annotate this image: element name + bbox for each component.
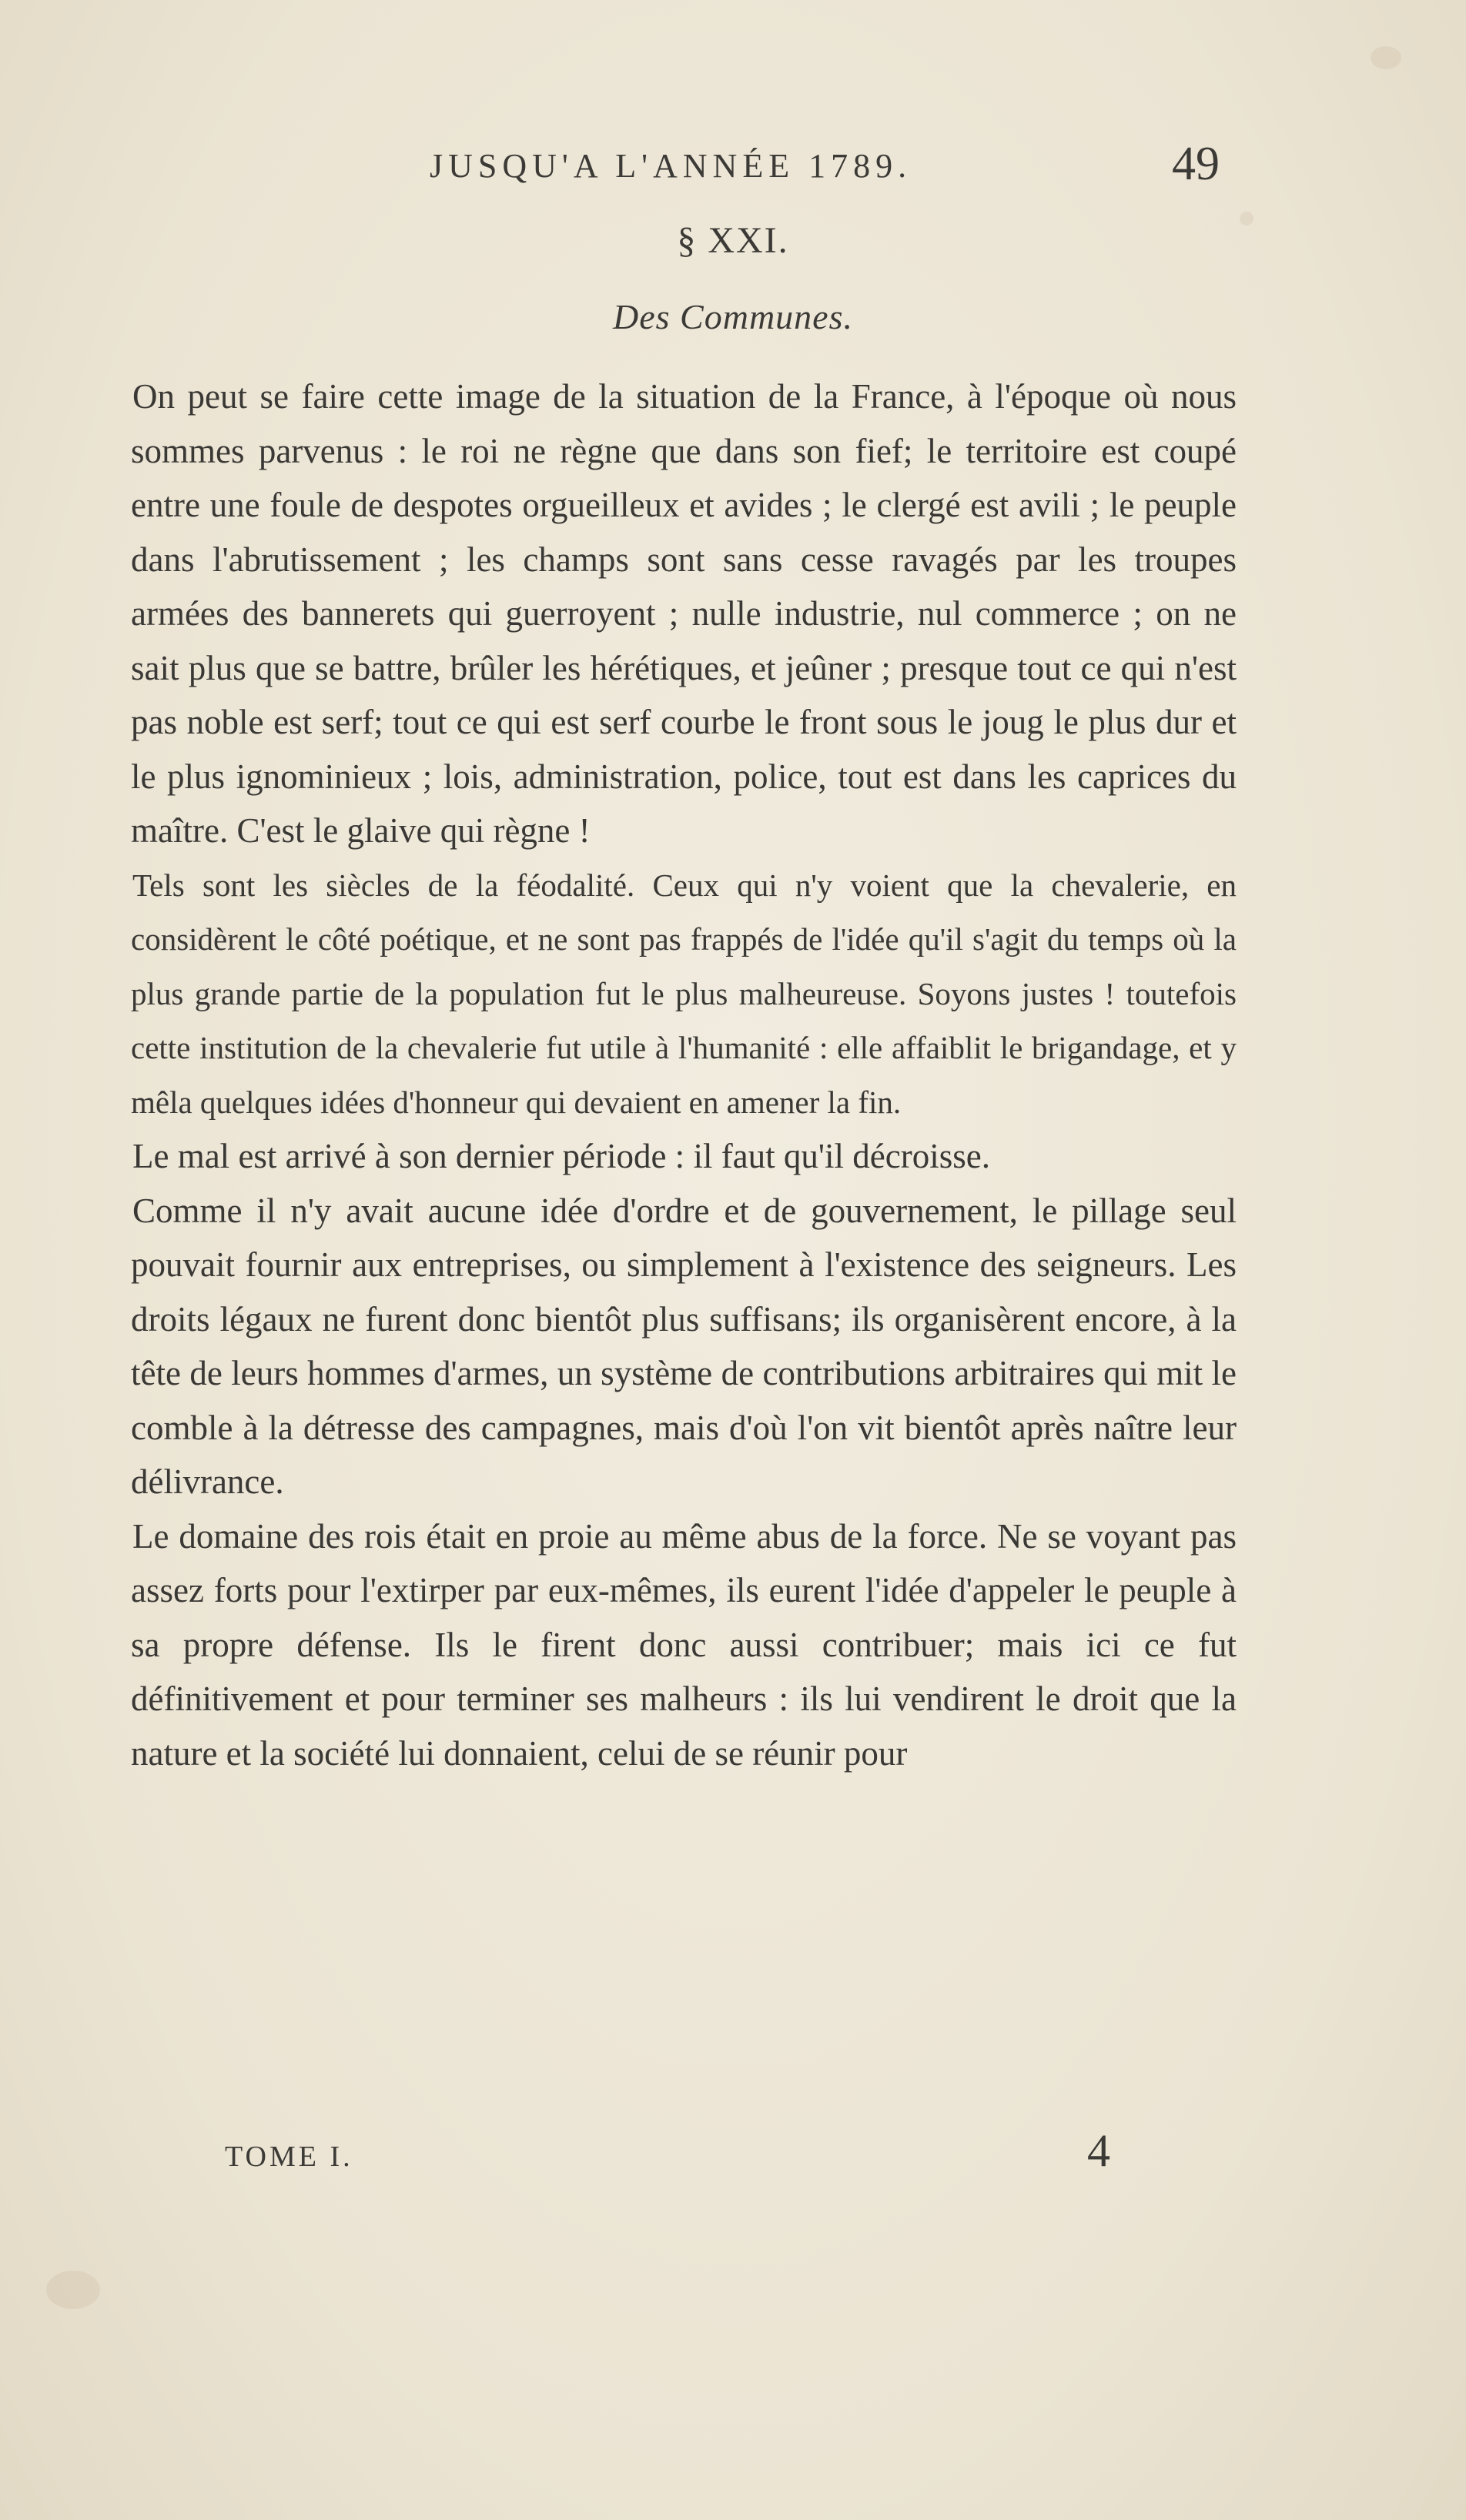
paper-stain xyxy=(1371,46,1401,69)
running-head: JUSQU'A L'ANNÉE 1789. xyxy=(430,147,912,185)
section-heading: § XXI. xyxy=(677,220,789,261)
paragraph: Comme il n'y avait aucune idée d'ordre et de gouvernement, le pillage seul pouvait fournir aux entreprises, ou simplement à l'existence des seigneurs. Les droits légaux ne furent donc bientôt plus suffisans; ils organisèrent encore, à la tête de leurs hommes d'armes, un système de contributions arbitraires qui mit le comble à la détresse des campagnes, mais d'où l'on vit bientôt après naître leur délivrance. xyxy=(131,1191,1237,1501)
page-header xyxy=(416,137,1224,206)
paragraph: Le mal est arrivé à son dernier période : il faut qu'il décroisse. xyxy=(132,1137,990,1175)
paragraph: Tels sont les siècles de la féodalité. Ceux qui n'y voient que la chevalerie, en considèrent le côté poétique, et ne sont pas frappés de l'idée qu'il s'agit du temps où la plus grande partie de la population fut le plus malheureuse. Soyons justes ! toutefois cette institution de la chevalerie fut utile à l'humanité : elle affaiblit le brigandage, et y mêla quelques idées d'honneur qui devaient en amener la fin. xyxy=(131,867,1237,1120)
body-text xyxy=(131,369,1237,1780)
paragraph: Le domaine des rois était en proie au même abus de la force. Ne se voyant pas assez forts pour l'extirper par eux-mêmes, ils eurent l'idée d'appeler le peuple à sa propre défense. Ils le firent donc aussi contribuer; mais ici ce fut définitivement et pour terminer ses malheurs : ils lui vendirent le droit que la nature et la société lui donnaient, celui de se réunir pour xyxy=(131,1516,1237,1773)
volume-number: 4 xyxy=(1087,2125,1110,2176)
page-footer xyxy=(225,2124,1110,2194)
signature-mark: TOME I. xyxy=(225,2141,353,2173)
paragraph: On peut se faire cette image de la situation de la France, à l'époque où nous sommes parvenus : le roi ne règne que dans son fief; le territoire est coupé entre une foule de despotes orgueilleux et avides ; le clergé est avili ; le peuple dans l'abrutissement ; les champs sont sans cesse ravagés par les troupes armées des bannerets qui guerroyent ; nulle industrie, nul commerce ; on ne sait plus que se battre, brûler les hérétiques, et jeûner ; presque tout ce qui n'est pas noble est serf; tout ce qui est serf courbe le front sous le joug le plus dur et le plus ignominieux ; lois, administration, police, tout est dans les caprices du maître. C'est le glaive qui règne ! xyxy=(131,377,1237,850)
page-number: 49 xyxy=(1172,138,1220,190)
paper-stain xyxy=(46,2271,100,2309)
section-title: Des Communes. xyxy=(613,297,853,336)
